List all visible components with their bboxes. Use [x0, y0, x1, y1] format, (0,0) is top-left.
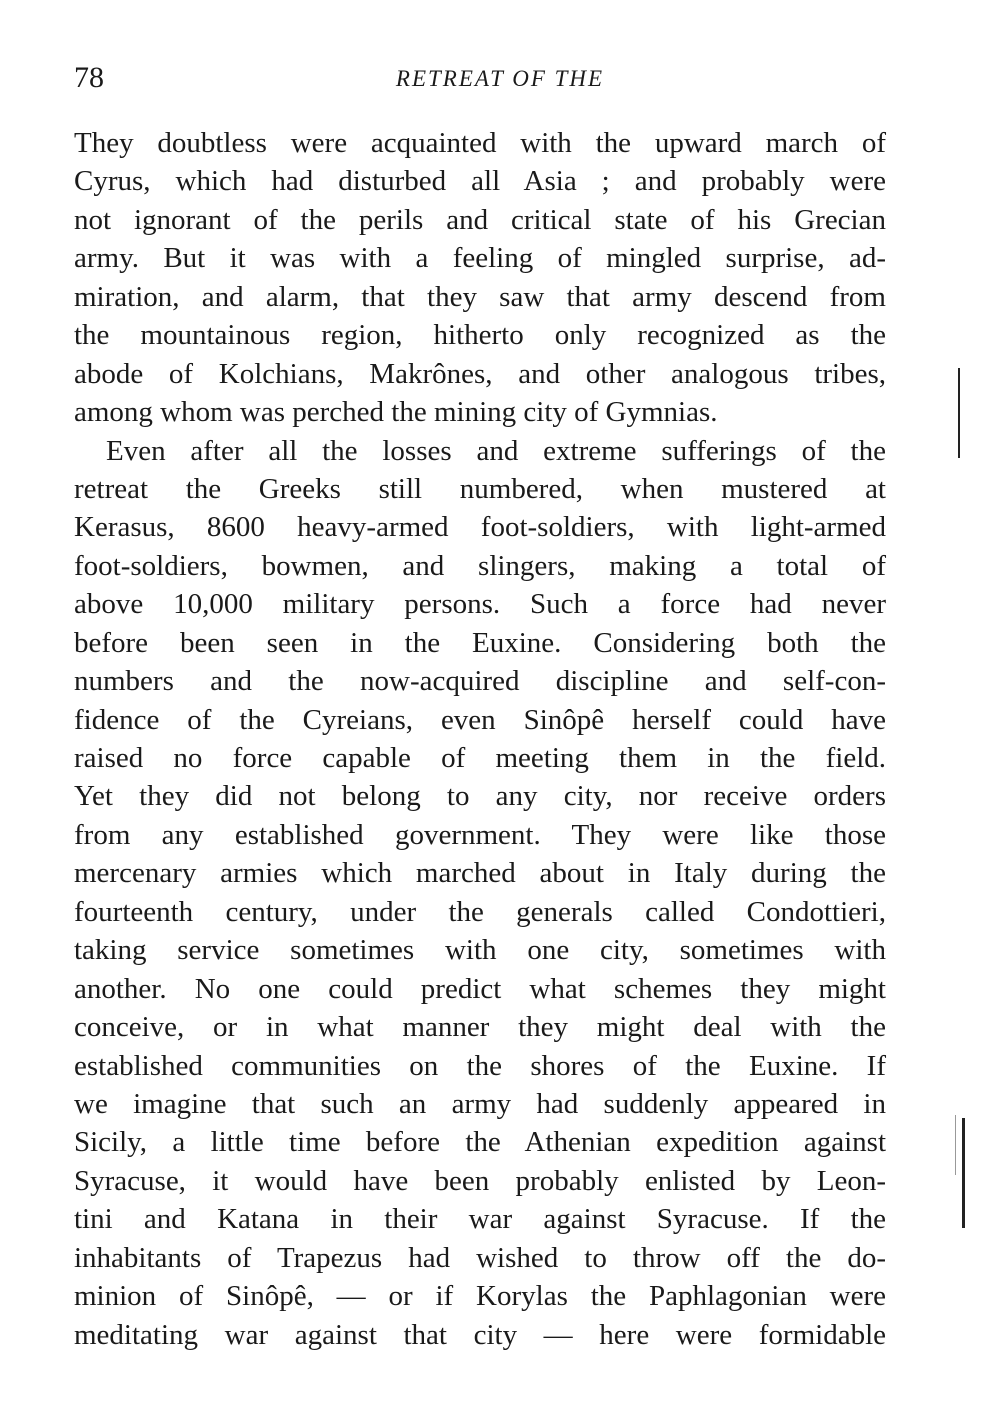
- paragraph: [74, 432, 886, 1355]
- text-line: army. But it was with a feeling of mingled surprise, ad-: [74, 242, 886, 275]
- text-line: Kerasus, 8600 heavy-armed foot-soldiers, with light-armed: [74, 511, 886, 544]
- text-line: abode of Kolchians, Makrônes, and other analogous tribes,: [74, 357, 886, 390]
- text-line: They doubtless were acquainted with the upward march of: [74, 127, 886, 159]
- text-line: from any established government. They were like those: [74, 818, 886, 851]
- text-line: above 10,000 military persons. Such a force had never: [74, 588, 886, 621]
- text-line: before been seen in the Euxine. Considering both the: [74, 626, 886, 659]
- text-line: established communities on the shores of the Euxine. If: [74, 1049, 886, 1082]
- text-line: among whom was perched the mining city of Gymnias.: [74, 396, 718, 429]
- page-number: 78: [74, 61, 104, 94]
- text-line: miration, and alarm, that they saw that army descend from: [74, 280, 886, 313]
- text-line: taking service sometimes with one city, sometimes with: [74, 934, 886, 967]
- text-line: conceive, or in what manner they might deal with the: [74, 1011, 886, 1044]
- text-line: the mountainous region, hitherto only recognized as the: [74, 319, 886, 352]
- text-line: Even after all the losses and extreme sufferings of the: [106, 434, 886, 467]
- text-line: meditating war against that city — here were formidable: [74, 1318, 886, 1351]
- text-line: raised no force capable of meeting them in the field.: [74, 742, 886, 774]
- text-line: fidence of the Cyreians, even Sinôpê herself could have: [74, 703, 886, 736]
- text-line: numbers and the now-acquired discipline and self-con-: [74, 665, 886, 698]
- text-line: retreat the Greeks still numbered, when mustered at: [74, 472, 886, 505]
- text-line: minion of Sinôpê, — or if Korylas the Paphlagonian were: [74, 1280, 886, 1313]
- text-line: fourteenth century, under the generals called Condottieri,: [74, 895, 886, 928]
- running-head: RETREAT OF THE: [395, 66, 605, 91]
- text-line: we imagine that such an army had suddenly appeared in: [74, 1087, 886, 1120]
- text-line: Sicily, a little time before the Athenian expedition against: [74, 1126, 886, 1159]
- text-line: Cyrus, which had disturbed all Asia ; and probably were: [74, 165, 886, 198]
- body-text: [74, 124, 886, 1354]
- text-line: inhabitants of Trapezus had wished to throw off the do-: [74, 1241, 886, 1274]
- text-line: Yet they did not belong to any city, nor receive orders: [74, 780, 886, 813]
- margin-mark: [962, 1118, 965, 1228]
- paragraph: [74, 124, 886, 432]
- margin-mark: [955, 1115, 956, 1175]
- text-line: another. No one could predict what schemes they might: [74, 972, 886, 1005]
- text-line: mercenary armies which marched about in Italy during the: [74, 857, 886, 890]
- text-line: not ignorant of the perils and critical state of his Grecian: [74, 203, 886, 236]
- text-line: Syracuse, it would have been probably enlisted by Leon-: [74, 1164, 886, 1197]
- text-line: tini and Katana in their war against Syracuse. If the: [74, 1203, 886, 1236]
- margin-mark: [958, 368, 960, 458]
- text-line: foot-soldiers, bowmen, and slingers, making a total of: [74, 549, 886, 582]
